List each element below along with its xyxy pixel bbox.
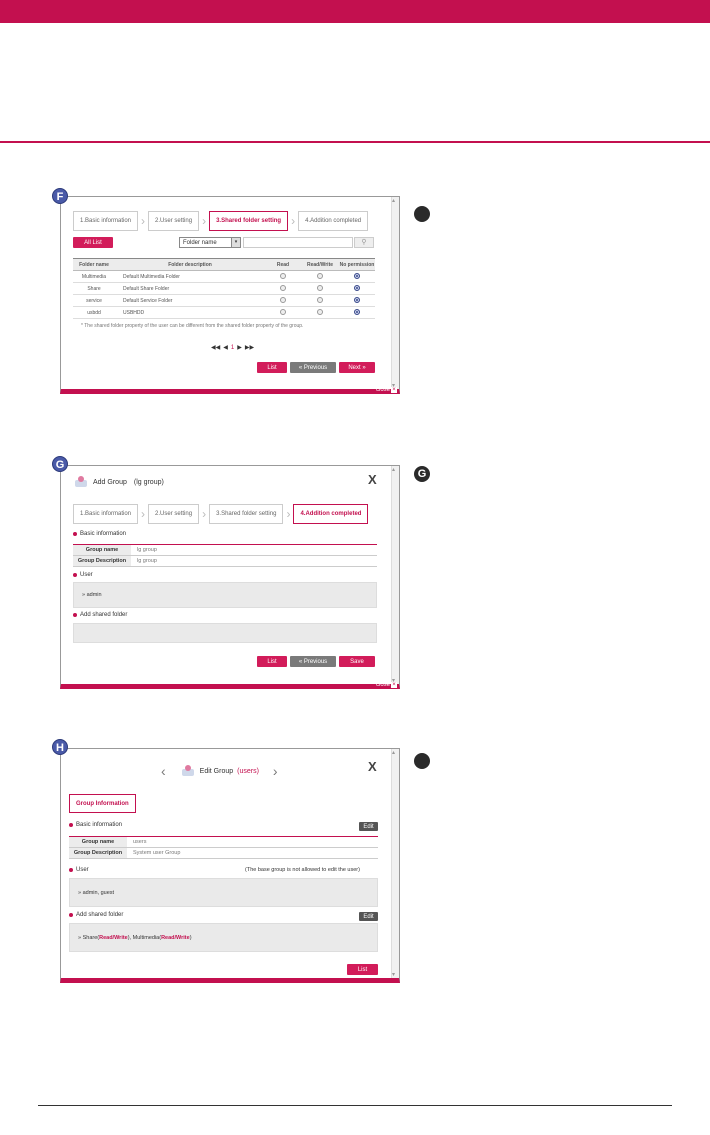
section-basic-information <box>69 822 122 828</box>
col-read: Read <box>265 259 301 271</box>
chevron-right-icon: › <box>286 507 291 521</box>
panel-h-edit-group <box>60 748 400 983</box>
dialog-title-group: (lg group) <box>133 478 164 486</box>
read-radio[interactable] <box>280 309 286 315</box>
marker-dot-g: G <box>414 466 430 482</box>
section-label: Basic information <box>76 822 123 828</box>
marker-dot <box>414 206 430 222</box>
scrollbar[interactable] <box>391 466 399 684</box>
section-label: Basic information <box>80 531 127 537</box>
next-page-icon[interactable]: ▶ <box>237 345 242 351</box>
bullet-icon <box>69 823 73 827</box>
table-row <box>73 307 375 319</box>
table-row <box>73 295 375 307</box>
scrollbar[interactable] <box>391 749 399 978</box>
shared-permission-1: Read/Write <box>99 934 128 941</box>
list-button[interactable]: List <box>257 656 287 667</box>
bullet-icon <box>69 913 73 917</box>
shared-end: ) <box>189 934 192 941</box>
chevron-right-icon: › <box>291 214 296 228</box>
search-icon: ⚲ <box>361 239 367 246</box>
step-user-setting[interactable]: 2.User setting <box>148 211 199 231</box>
group-name-value: lg group <box>131 545 377 556</box>
first-page-icon[interactable]: ◀◀ <box>211 345 221 351</box>
close-label: close <box>375 682 390 688</box>
col-no-permission: No permission <box>339 259 375 271</box>
folder-permission-table <box>73 258 375 319</box>
previous-button[interactable]: « Previous <box>290 656 336 667</box>
folder-description-cell: Default Service Folder <box>115 295 265 307</box>
read-radio[interactable] <box>280 285 286 291</box>
shared-folder-box <box>69 923 378 952</box>
section-user <box>69 867 89 873</box>
shared-prefix: » Share( <box>78 934 100 941</box>
bullet-icon <box>73 613 77 617</box>
read-radio[interactable] <box>280 273 286 279</box>
group-name-value: users <box>127 837 378 848</box>
step-addition-completed[interactable]: 4.Addition completed <box>293 504 368 524</box>
next-arrow-icon[interactable]: › <box>272 763 278 779</box>
read-write-radio[interactable] <box>317 297 323 303</box>
folder-name-select[interactable] <box>179 237 241 248</box>
read-radio[interactable] <box>280 297 286 303</box>
section-label: Add shared folder <box>76 912 124 918</box>
folder-name-select-value: Folder name <box>183 239 217 246</box>
bullet-icon <box>69 868 73 872</box>
folder-description-cell: Default Share Folder <box>115 283 265 295</box>
table-row <box>69 848 378 859</box>
bullet-icon <box>73 573 77 577</box>
step-shared-folder-setting[interactable]: 3.Shared folder setting <box>209 211 288 231</box>
step-user-setting[interactable]: 2.User setting <box>148 504 199 524</box>
shared-folder-box <box>73 623 377 643</box>
table-row <box>73 283 375 295</box>
group-description-value: System user Group <box>127 848 378 859</box>
user-note: (The base group is not allowed to edit the user) <box>245 867 360 873</box>
section-basic-information <box>73 531 126 537</box>
step-addition-completed[interactable]: 4.Addition completed <box>298 211 368 231</box>
table-header-row <box>73 259 375 271</box>
all-list-button[interactable]: All List <box>73 237 113 248</box>
user-list-box: » admin <box>73 582 377 608</box>
no-permission-radio[interactable] <box>354 309 360 315</box>
shared-folder-note: * The shared folder property of the user can be different from the shared folder property of the group. <box>81 323 304 329</box>
close-label: close <box>375 387 390 393</box>
no-permission-radio[interactable] <box>354 285 360 291</box>
section-user <box>73 572 93 578</box>
section-add-shared-folder <box>69 912 123 918</box>
group-description-value: lg group <box>131 556 377 567</box>
close-icon: × <box>392 682 396 688</box>
chevron-right-icon: › <box>202 214 207 228</box>
pagination <box>211 344 254 351</box>
chevron-right-icon: › <box>141 214 146 228</box>
table-row <box>73 545 377 556</box>
step-basic-information[interactable]: 1.Basic information <box>73 211 138 231</box>
footer-divider <box>38 1105 672 1106</box>
col-read-write: Read/Write <box>301 259 339 271</box>
close-link[interactable] <box>376 681 397 689</box>
group-icon <box>180 765 196 777</box>
list-button[interactable]: List <box>347 964 378 975</box>
dialog-title-text: Edit Group <box>199 767 234 775</box>
scrollbar[interactable] <box>391 197 399 389</box>
panel-g-add-group <box>60 465 400 689</box>
basic-info-table <box>73 544 377 567</box>
group-description-label: Group Description <box>69 848 127 859</box>
section-label: User <box>76 867 89 873</box>
edit-basic-button[interactable]: Edit <box>359 822 378 831</box>
step-basic-information[interactable]: 1.Basic information <box>73 504 138 524</box>
shared-permission-2: Read/Write <box>161 934 190 941</box>
search-input[interactable] <box>243 237 353 248</box>
table-row <box>73 271 375 283</box>
list-button[interactable]: List <box>257 362 287 373</box>
col-folder-name: Folder name <box>73 259 115 271</box>
group-name-label: Group name <box>73 545 131 556</box>
badge-f: F <box>52 188 68 204</box>
section-add-shared-folder <box>73 612 127 618</box>
col-folder-description: Folder description <box>115 259 265 271</box>
step-bar <box>73 504 368 524</box>
close-icon[interactable]: X <box>368 759 377 774</box>
previous-arrow-icon[interactable]: ‹ <box>161 763 166 779</box>
chevron-right-icon: › <box>141 507 146 521</box>
table-row <box>73 556 377 567</box>
group-description-label: Group Description <box>73 556 131 567</box>
next-button[interactable]: Next » <box>339 362 375 373</box>
section-label: User <box>80 572 93 578</box>
close-link[interactable] <box>376 386 397 394</box>
tab-group-information[interactable]: Group Information <box>69 794 136 813</box>
edit-shared-button[interactable]: Edit <box>359 912 378 921</box>
header-divider <box>0 141 710 143</box>
bullet-icon <box>73 532 77 536</box>
dropdown-arrow-icon: ▾ <box>231 238 240 247</box>
search-button[interactable] <box>354 237 374 248</box>
dialog-title <box>161 763 278 779</box>
dialog-title <box>73 476 164 488</box>
current-page[interactable]: 1 <box>230 344 235 351</box>
read-write-radio[interactable] <box>317 273 323 279</box>
read-write-radio[interactable] <box>317 309 323 315</box>
table-row <box>69 837 378 848</box>
step-shared-folder-setting[interactable]: 3.Shared folder setting <box>209 504 283 524</box>
badge-h: H <box>52 739 68 755</box>
folder-name-cell: usbdd <box>73 307 115 319</box>
previous-button[interactable]: « Previous <box>290 362 336 373</box>
group-name-label: Group name <box>69 837 127 848</box>
folder-name-cell: Share <box>73 283 115 295</box>
shared-mid: ), Multimedia( <box>127 934 162 941</box>
chevron-right-icon: › <box>202 507 207 521</box>
no-permission-radio[interactable] <box>354 273 360 279</box>
folder-description-cell: Default Multimedia Folder <box>115 271 265 283</box>
group-icon <box>73 476 89 488</box>
folder-description-cell: USBHDD <box>115 307 265 319</box>
top-banner <box>0 0 710 23</box>
panel-f-shared-folder-setting <box>60 196 400 394</box>
dialog-title-group: (users) <box>237 767 259 775</box>
last-page-icon[interactable]: ▶▶ <box>244 345 255 351</box>
marker-dot <box>414 753 430 769</box>
folder-name-cell: Multimedia <box>73 271 115 283</box>
user-list-box: » admin, guest <box>69 878 378 907</box>
section-label: Add shared folder <box>80 612 128 618</box>
read-write-radio[interactable] <box>317 285 323 291</box>
basic-info-table <box>69 836 378 859</box>
save-button[interactable]: Save <box>339 656 375 667</box>
step-bar <box>73 211 368 231</box>
close-icon: × <box>392 387 396 393</box>
folder-name-cell: service <box>73 295 115 307</box>
badge-g: G <box>52 456 68 472</box>
close-icon[interactable]: X <box>368 472 377 487</box>
no-permission-radio[interactable] <box>354 297 360 303</box>
dialog-title-text: Add Group <box>93 478 127 486</box>
prev-page-icon[interactable]: ◀ <box>223 345 228 351</box>
